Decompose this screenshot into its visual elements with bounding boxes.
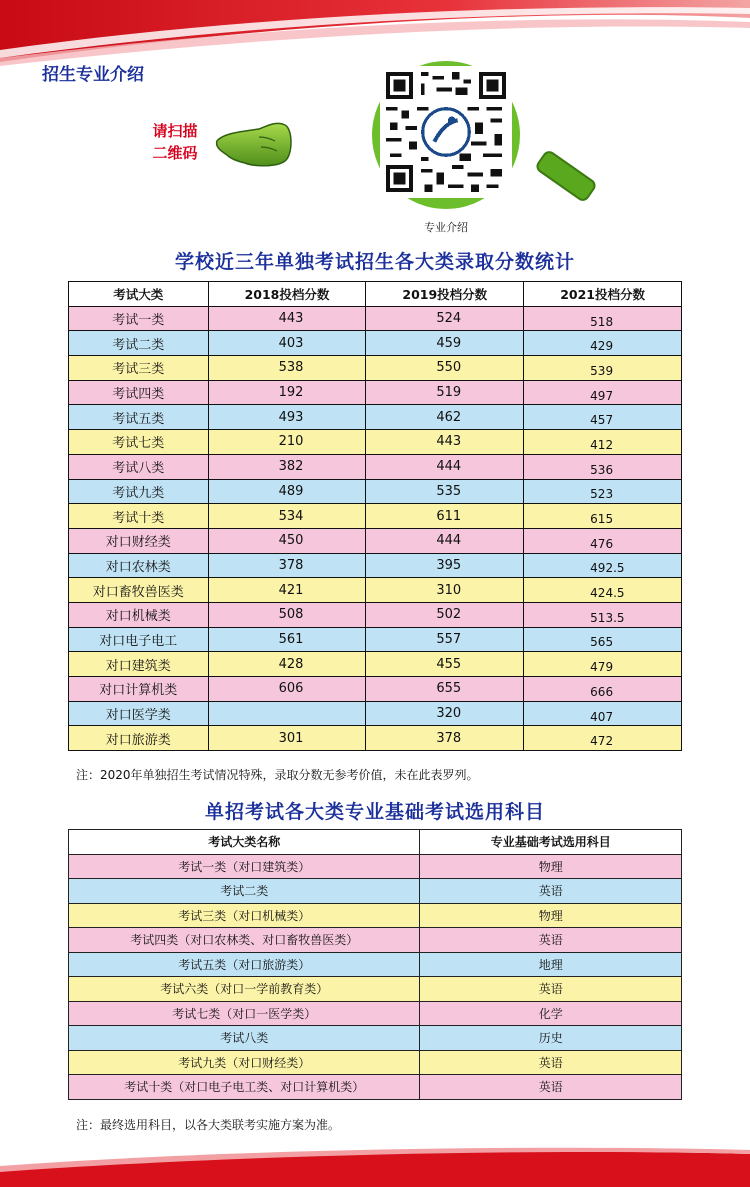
category-cell: 考试三类	[69, 356, 209, 381]
score-table-row	[69, 504, 682, 529]
score-2019-cell: 310	[366, 578, 524, 603]
score-table-row	[69, 701, 682, 726]
category-cell: 对口农林类	[69, 553, 209, 578]
score-2018-cell: 443	[208, 306, 366, 331]
category-cell: 考试十类	[69, 504, 209, 529]
score-2019-cell: 444	[366, 528, 524, 553]
score-2019-cell: 395	[366, 553, 524, 578]
score-table-row	[69, 405, 682, 430]
score-2018-cell: 606	[208, 677, 366, 702]
subject-cell: 历史	[420, 1026, 682, 1051]
score-2018-cell: 534	[208, 504, 366, 529]
subject-table-row	[69, 952, 682, 977]
score-table-row	[69, 454, 682, 479]
header-category: 考试大类	[69, 282, 209, 307]
score-2018-cell: 508	[208, 602, 366, 627]
score-2021-cell: 497	[524, 380, 682, 405]
category-cell: 对口建筑类	[69, 652, 209, 677]
category-cell: 考试八类	[69, 454, 209, 479]
score-2021-cell: 412	[524, 430, 682, 455]
header-2018: 2018投档分数	[208, 282, 366, 307]
qr-code-image[interactable]	[380, 66, 512, 198]
category-name-cell: 考试八类	[69, 1026, 420, 1051]
score-table-row	[69, 380, 682, 405]
score-2021-cell: 666	[524, 677, 682, 702]
score-2018-cell: 489	[208, 479, 366, 504]
category-cell: 对口电子电工	[69, 627, 209, 652]
score-2021-cell: 523	[524, 479, 682, 504]
score-table-row	[69, 652, 682, 677]
header-subject: 专业基础考试选用科目	[420, 830, 682, 855]
score-2018-cell: 450	[208, 528, 366, 553]
subject-table-row	[69, 928, 682, 953]
score-2018-cell: 301	[208, 726, 366, 751]
header-category-name: 考试大类名称	[69, 830, 420, 855]
score-table-row	[69, 356, 682, 381]
subject-cell: 英语	[420, 928, 682, 953]
score-2018-cell	[208, 701, 366, 726]
score-2019-cell: 550	[366, 356, 524, 381]
page-header-title: 招生专业介绍	[42, 65, 144, 85]
score-2021-cell: 424.5	[524, 578, 682, 603]
category-cell: 对口计算机类	[69, 677, 209, 702]
score-2021-cell: 492.5	[524, 553, 682, 578]
scan-qr-prompt	[140, 120, 210, 164]
score-2021-cell: 615	[524, 504, 682, 529]
score-2021-cell: 539	[524, 356, 682, 381]
bottom-banner-swoosh	[0, 1140, 750, 1187]
score-2019-cell: 378	[366, 726, 524, 751]
subject-cell: 英语	[420, 879, 682, 904]
subject-table-row	[69, 1026, 682, 1051]
subject-cell: 化学	[420, 1001, 682, 1026]
category-cell: 对口旅游类	[69, 726, 209, 751]
category-cell: 对口财经类	[69, 528, 209, 553]
category-name-cell: 考试一类（对口建筑类）	[69, 854, 420, 879]
score-2018-cell: 210	[208, 430, 366, 455]
score-2021-cell: 407	[524, 701, 682, 726]
score-table-row	[69, 528, 682, 553]
score-2021-cell: 476	[524, 528, 682, 553]
score-2021-cell: 565	[524, 627, 682, 652]
category-cell: 对口医学类	[69, 701, 209, 726]
score-2019-cell: 320	[366, 701, 524, 726]
category-cell: 考试四类	[69, 380, 209, 405]
header-2021: 2021投档分数	[524, 282, 682, 307]
score-2018-cell: 493	[208, 405, 366, 430]
score-2018-cell: 538	[208, 356, 366, 381]
header-2019: 2019投档分数	[366, 282, 524, 307]
subject-table-title: 单招考试各大类专业基础考试选用科目	[204, 801, 545, 823]
score-2019-cell: 455	[366, 652, 524, 677]
score-table-row	[69, 553, 682, 578]
score-2019-cell: 502	[366, 602, 524, 627]
score-2021-cell: 472	[524, 726, 682, 751]
score-2021-cell: 457	[524, 405, 682, 430]
score-2018-cell: 378	[208, 553, 366, 578]
score-2019-cell: 611	[366, 504, 524, 529]
category-name-cell: 考试十类（对口电子电工类、对口计算机类）	[69, 1075, 420, 1100]
score-2018-cell: 192	[208, 380, 366, 405]
score-2019-cell: 462	[366, 405, 524, 430]
pointing-hand-icon	[215, 115, 295, 173]
scan-prompt-line2: 二维码	[152, 144, 198, 162]
score-2018-cell: 403	[208, 331, 366, 356]
score-table	[68, 281, 682, 751]
score-table-row	[69, 331, 682, 356]
score-2021-cell: 429	[524, 331, 682, 356]
scan-prompt-line1: 请扫描	[152, 122, 198, 140]
score-2021-cell: 513.5	[524, 602, 682, 627]
score-2019-cell: 557	[366, 627, 524, 652]
subject-table-header-row	[69, 830, 682, 855]
category-cell: 对口机械类	[69, 602, 209, 627]
qr-caption: 专业介绍	[424, 221, 468, 234]
category-cell: 对口畜牧兽医类	[69, 578, 209, 603]
score-2019-cell: 443	[366, 430, 524, 455]
subject-table-row	[69, 1001, 682, 1026]
category-name-cell: 考试九类（对口财经类）	[69, 1050, 420, 1075]
category-name-cell: 考试四类（对口农林类、对口畜牧兽医类）	[69, 928, 420, 953]
subject-table-row	[69, 1050, 682, 1075]
score-table-row	[69, 578, 682, 603]
score-table-row	[69, 306, 682, 331]
score-table-row	[69, 726, 682, 751]
subject-cell: 英语	[420, 1050, 682, 1075]
score-table-title: 学校近三年单独考试招生各大类录取分数统计	[174, 251, 575, 273]
score-2019-cell: 444	[366, 454, 524, 479]
score-2018-cell: 428	[208, 652, 366, 677]
score-table-note: 注：2020年单独招生考试情况特殊，录取分数无参考价值，未在此表罗列。	[76, 768, 479, 782]
subject-table-row	[69, 854, 682, 879]
score-2018-cell: 382	[208, 454, 366, 479]
category-cell: 考试一类	[69, 306, 209, 331]
subject-cell: 物理	[420, 903, 682, 928]
score-2019-cell: 519	[366, 380, 524, 405]
score-2021-cell: 536	[524, 454, 682, 479]
score-table-row	[69, 430, 682, 455]
category-cell: 考试二类	[69, 331, 209, 356]
score-2021-cell: 479	[524, 652, 682, 677]
category-name-cell: 考试五类（对口旅游类）	[69, 952, 420, 977]
subject-table	[68, 829, 682, 1100]
subject-cell: 物理	[420, 854, 682, 879]
subject-table-row	[69, 879, 682, 904]
category-name-cell: 考试二类	[69, 879, 420, 904]
subject-cell: 英语	[420, 977, 682, 1002]
subject-table-row	[69, 1075, 682, 1100]
score-table-header-row	[69, 282, 682, 307]
score-table-row	[69, 602, 682, 627]
score-table-row	[69, 479, 682, 504]
category-cell: 考试七类	[69, 430, 209, 455]
category-name-cell: 考试六类（对口一学前教育类）	[69, 977, 420, 1002]
category-cell: 考试九类	[69, 479, 209, 504]
score-2019-cell: 655	[366, 677, 524, 702]
subject-cell: 地理	[420, 952, 682, 977]
score-2019-cell: 459	[366, 331, 524, 356]
subject-table-row	[69, 903, 682, 928]
score-table-row	[69, 677, 682, 702]
category-name-cell: 考试三类（对口机械类）	[69, 903, 420, 928]
score-2019-cell: 535	[366, 479, 524, 504]
subject-table-note: 注：最终选用科目，以各大类联考实施方案为准。	[76, 1118, 341, 1132]
category-name-cell: 考试七类（对口一医学类）	[69, 1001, 420, 1026]
subject-cell: 英语	[420, 1075, 682, 1100]
score-2018-cell: 561	[208, 627, 366, 652]
score-2019-cell: 524	[366, 306, 524, 331]
score-2018-cell: 421	[208, 578, 366, 603]
score-table-row	[69, 627, 682, 652]
category-cell: 考试五类	[69, 405, 209, 430]
subject-table-row	[69, 977, 682, 1002]
score-2021-cell: 518	[524, 306, 682, 331]
